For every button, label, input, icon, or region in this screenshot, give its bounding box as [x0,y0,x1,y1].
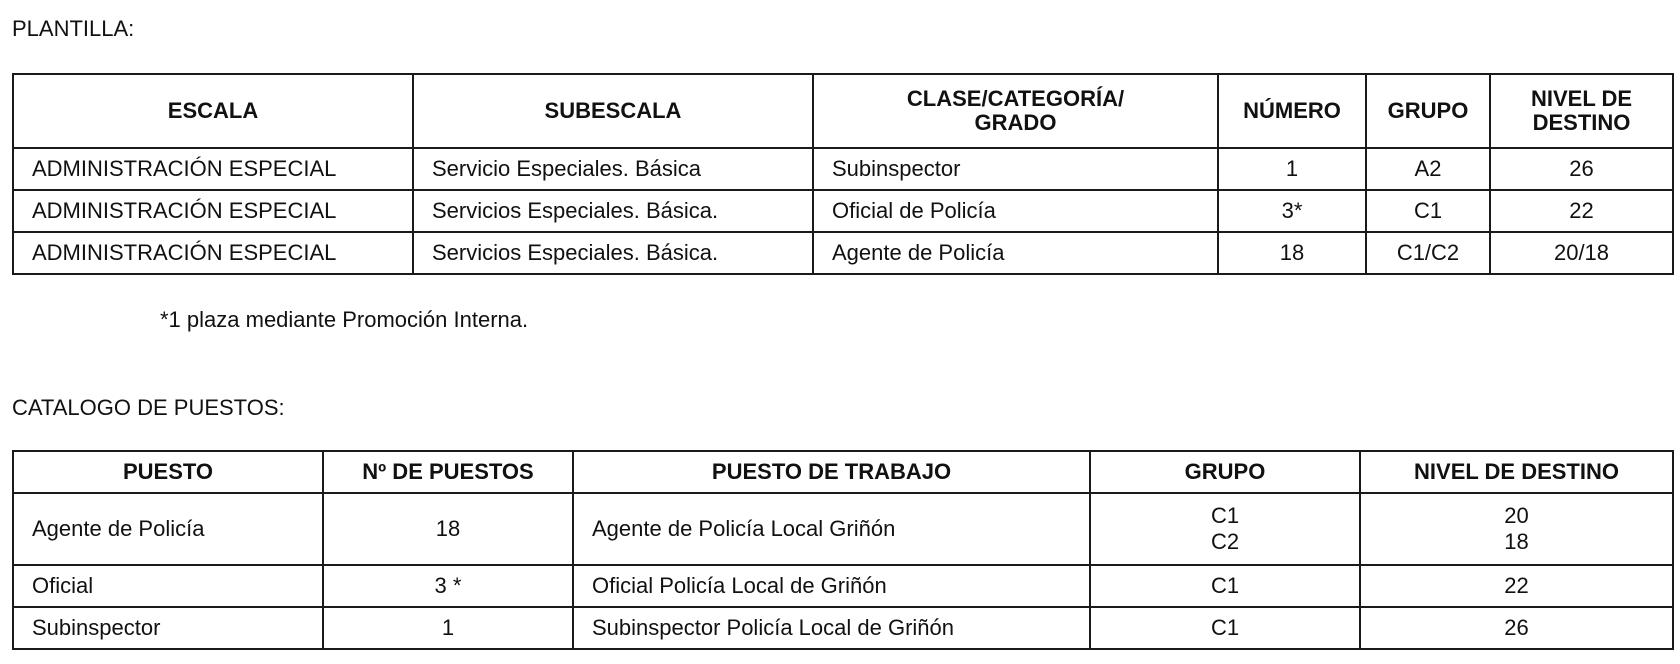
table-row [13,190,1673,232]
cell-numero: 18 [1218,232,1366,274]
cell-subescala: Servicios Especiales. Básica. [413,190,813,232]
table-row [13,493,1673,565]
cell-puesto-trabajo: Subinspector Policía Local de Griñón [573,607,1090,649]
cell-grupo: C1 [1366,190,1490,232]
header-clase-line2: GRADO [974,110,1057,135]
cell-numero: 3* [1218,190,1366,232]
cell-nivel-line2: 18 [1504,529,1529,554]
table-row [13,148,1673,190]
plantilla-header-row [13,74,1673,148]
header-clase [813,74,1218,148]
cell-grupo: C1 [1090,565,1360,607]
header-num-puestos: Nº DE PUESTOS [323,451,573,493]
cell-num-puestos: 1 [323,607,573,649]
cell-grupo: C1/C2 [1366,232,1490,274]
header-puesto: PUESTO [13,451,323,493]
cell-puesto: Agente de Policía [13,493,323,565]
plantilla-table [12,73,1674,275]
header-nivel [1490,74,1673,148]
catalogo-header-row [13,451,1673,493]
cell-subescala: Servicios Especiales. Básica. [413,232,813,274]
cell-nivel: 22 [1360,565,1673,607]
header-nivel-line1: NIVEL DE [1530,86,1633,111]
cell-nivel: 22 [1490,190,1673,232]
header-grupo: GRUPO [1366,74,1490,148]
catalogo-table [12,450,1674,650]
cell-grupo-line2: C2 [1210,529,1240,554]
header-numero: NÚMERO [1218,74,1366,148]
header-escala: ESCALA [13,74,413,148]
cell-grupo: A2 [1366,148,1490,190]
header-nivel-line2: DESTINO [1532,110,1631,135]
table-row [13,232,1673,274]
cell-puesto-trabajo: Oficial Policía Local de Griñón [573,565,1090,607]
header-puesto-trabajo: PUESTO DE TRABAJO [573,451,1090,493]
cell-clase: Agente de Policía [813,232,1218,274]
cell-grupo [1090,493,1360,565]
header-grupo: GRUPO [1090,451,1360,493]
cell-nivel [1360,493,1673,565]
cell-nivel-line1: 20 [1504,503,1529,528]
cell-escala: ADMINISTRACIÓN ESPECIAL [13,148,413,190]
cell-clase: Oficial de Policía [813,190,1218,232]
table-row [13,565,1673,607]
cell-num-puestos: 3 * [323,565,573,607]
catalogo-section-title: CATALOGO DE PUESTOS: [12,395,285,420]
plantilla-footnote: *1 plaza mediante Promoción Interna. [160,307,529,332]
cell-grupo-line1: C1 [1210,503,1240,528]
cell-nivel: 26 [1490,148,1673,190]
plantilla-section-title: PLANTILLA: [12,16,135,41]
cell-subescala: Servicio Especiales. Básica [413,148,813,190]
cell-grupo: C1 [1090,607,1360,649]
cell-escala: ADMINISTRACIÓN ESPECIAL [13,190,413,232]
cell-num-puestos: 18 [323,493,573,565]
header-nivel-destino: NIVEL DE DESTINO [1360,451,1673,493]
header-subescala: SUBESCALA [413,74,813,148]
header-clase-line1: CLASE/CATEGORÍA/ [906,86,1125,111]
cell-puesto: Oficial [13,565,323,607]
cell-escala: ADMINISTRACIÓN ESPECIAL [13,232,413,274]
cell-numero: 1 [1218,148,1366,190]
cell-puesto: Subinspector [13,607,323,649]
cell-nivel: 26 [1360,607,1673,649]
cell-puesto-trabajo: Agente de Policía Local Griñón [573,493,1090,565]
cell-clase: Subinspector [813,148,1218,190]
cell-nivel: 20/18 [1490,232,1673,274]
table-row [13,607,1673,649]
